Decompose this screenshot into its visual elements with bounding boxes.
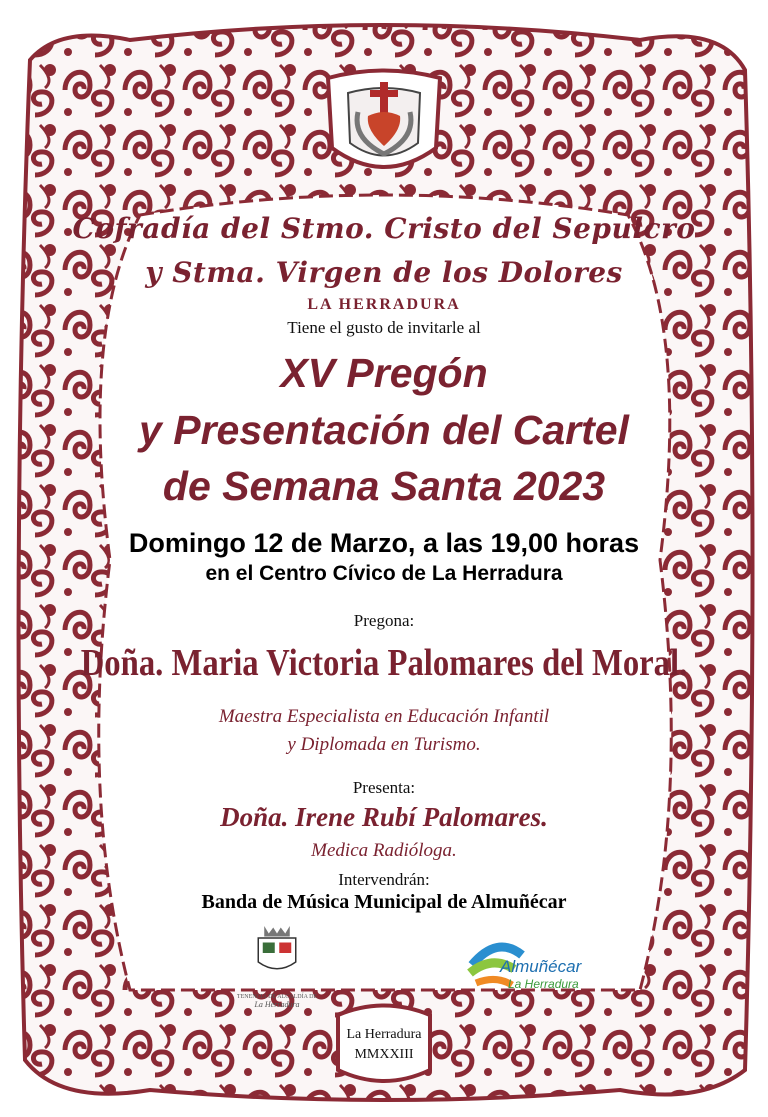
- title-line2: y Presentación del Cartel: [139, 407, 629, 453]
- logo-text-line1: Almuñécar: [500, 957, 582, 976]
- confraternity-name-line1: Cofradía del Stmo. Cristo del Sepulcro: [72, 212, 696, 245]
- bottom-medallion: [328, 1000, 440, 1086]
- music-band: Banda de Música Municipal de Almuñécar: [201, 891, 567, 913]
- presenter-role: Medica Radióloga.: [311, 840, 457, 861]
- logo-text-line2: La Herradura: [508, 977, 579, 991]
- confraternity-name-line2: y Stma. Virgen de los Dolores: [145, 256, 623, 289]
- pregon-label: Pregona:: [353, 611, 415, 630]
- presenter-name: Doña. Irene Rubí Palomares.: [220, 802, 548, 832]
- invitation-text: Tiene el gusto de invitarle al: [287, 318, 481, 337]
- presenter-label: Presenta:: [352, 778, 416, 797]
- event-date-time: Domingo 12 de Marzo, a las 19,00 horas: [128, 528, 640, 558]
- music-label: Intervendrán:: [338, 870, 430, 889]
- crest-caption: [236, 993, 318, 1009]
- event-venue: en el Centro Cívico de La Herradura: [205, 562, 563, 585]
- town-name: LA HERRADURA: [307, 296, 461, 313]
- medallion-line1: La Herradura: [346, 1027, 422, 1042]
- crest-caption-line2: La Herradura: [254, 1000, 300, 1009]
- pregon-speaker-desc-line2: y Diplomada en Turismo.: [287, 734, 481, 755]
- title-line1: XV Pregón: [280, 350, 488, 396]
- crest-caption-line1: TENENCIA DE ALCALDÍA DE: [236, 994, 318, 1000]
- pregon-speaker-name: Doña. Maria Victoria Palomares del Moral.: [80, 642, 688, 684]
- medallion-line2: MMXXIII: [354, 1047, 414, 1062]
- almunecar-logo: [452, 935, 592, 1005]
- title-line3: de Semana Santa 2023: [162, 463, 606, 509]
- pregon-speaker-desc-line1: Maestra Especialista en Educación Infantil: [218, 706, 550, 727]
